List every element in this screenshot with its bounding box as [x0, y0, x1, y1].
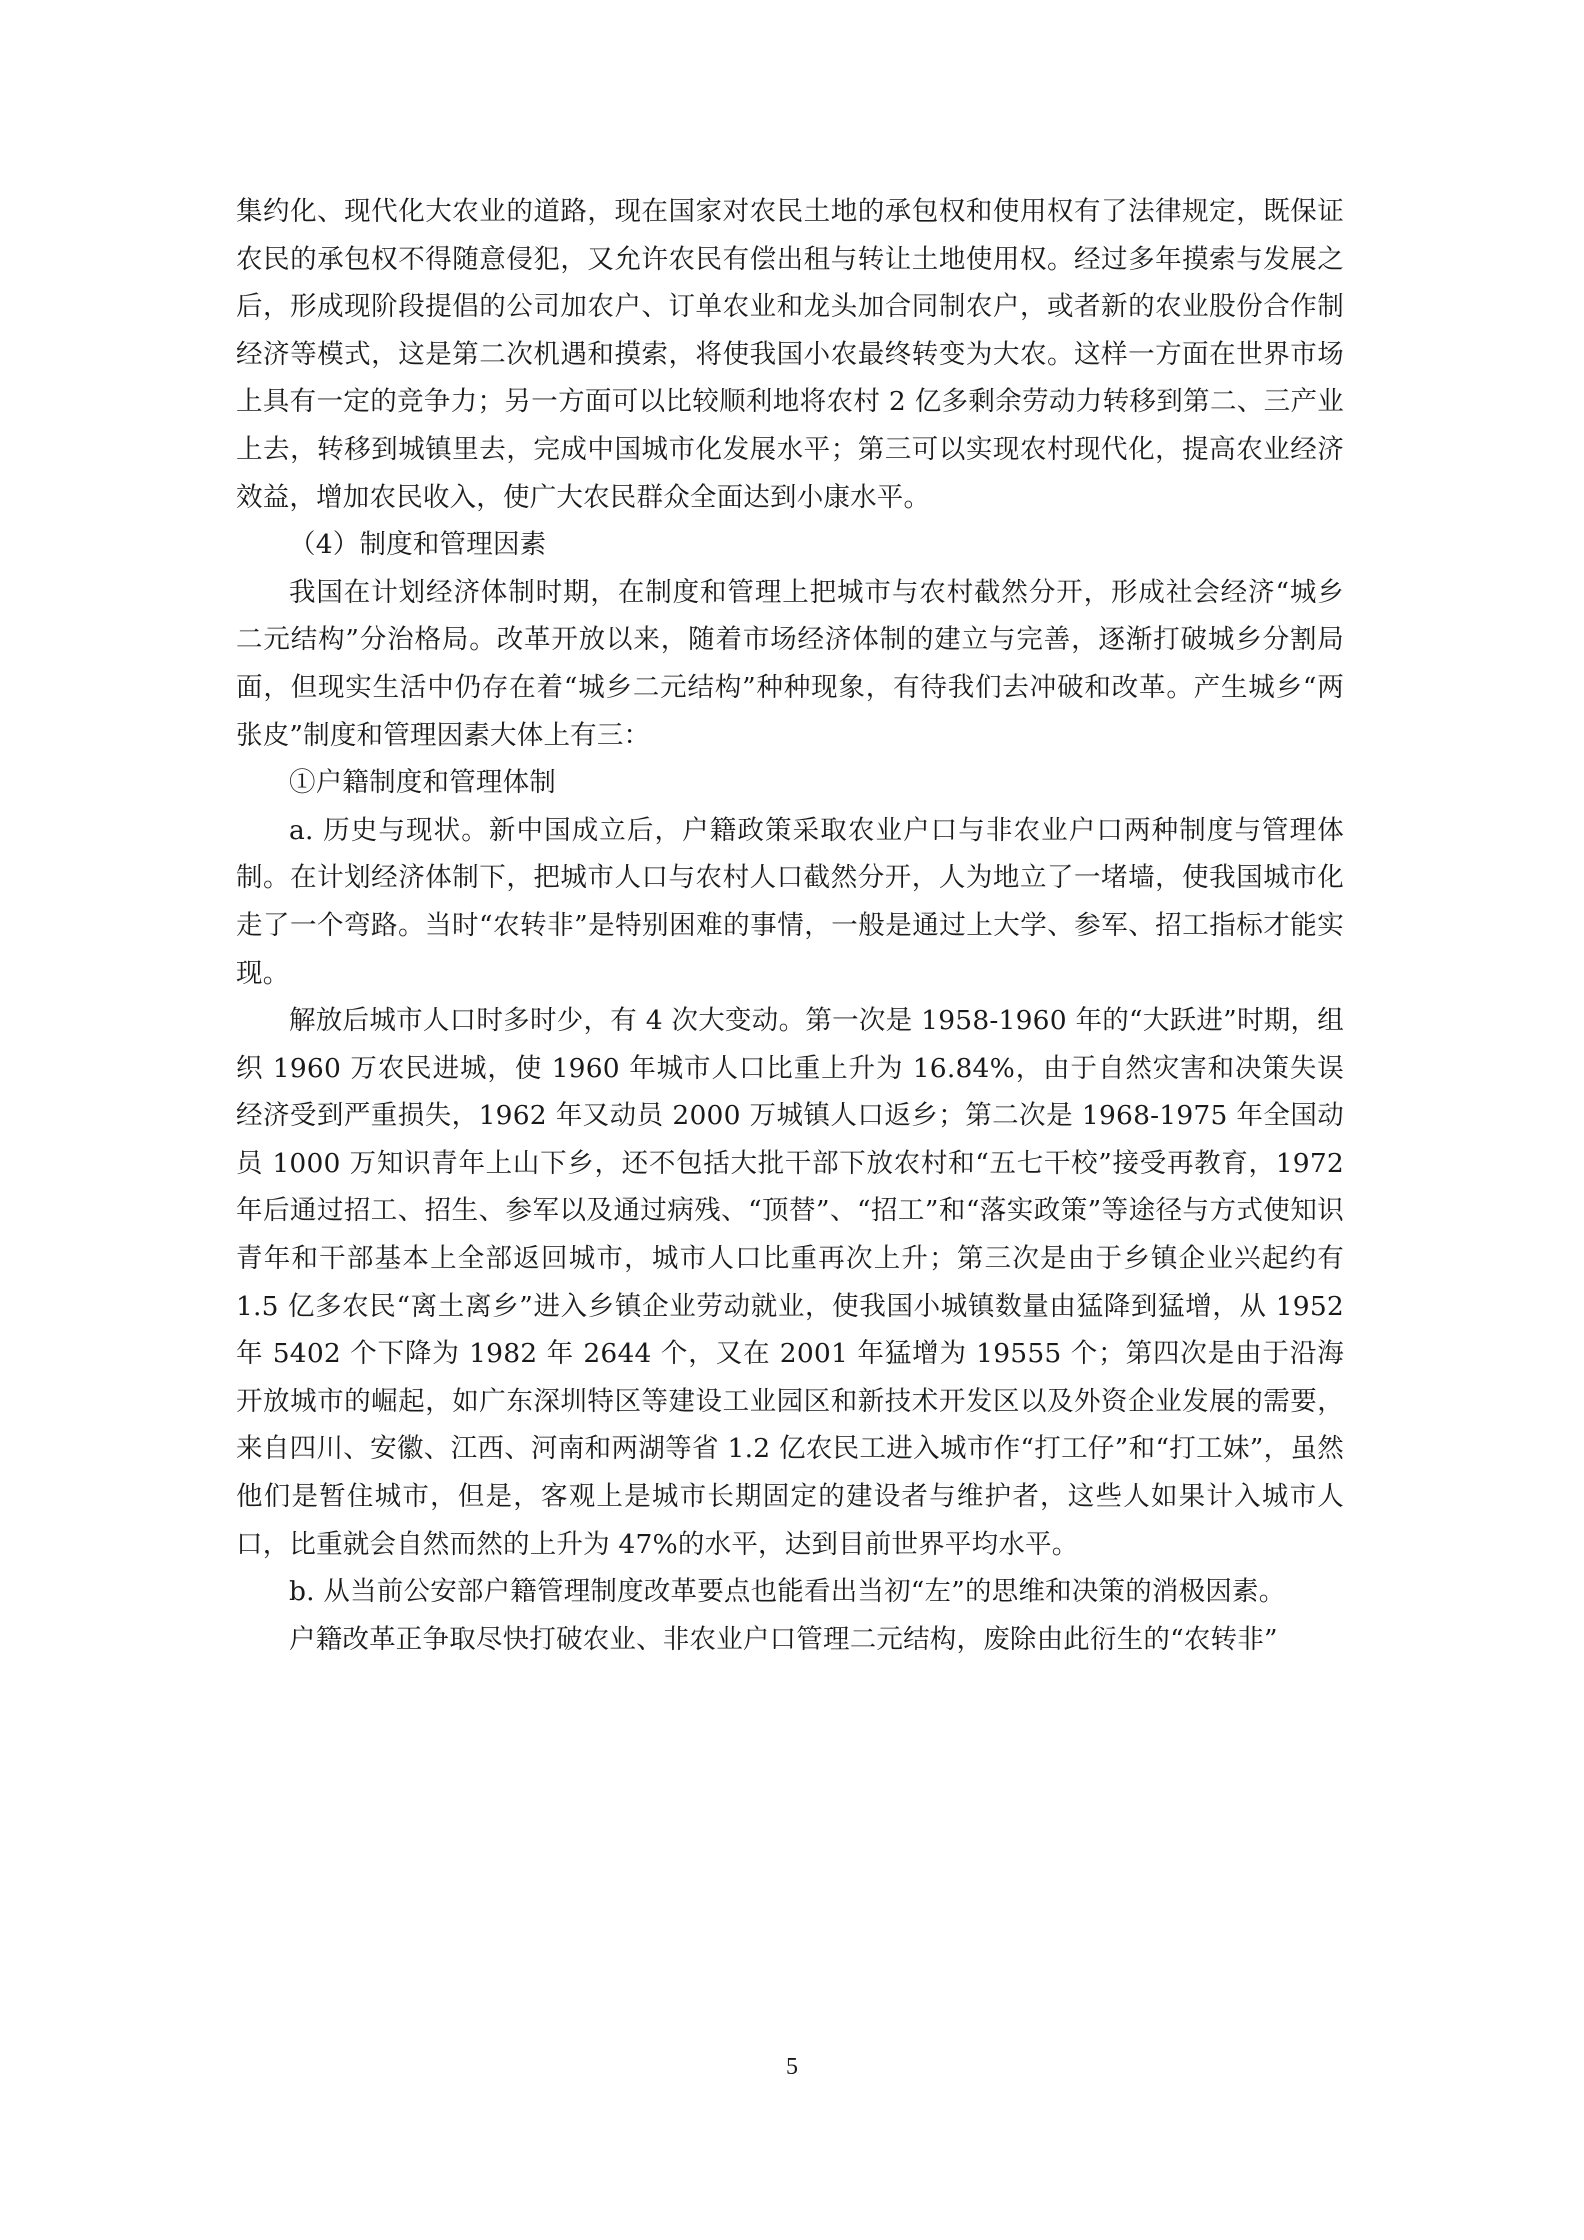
- paragraph-1: 集约化、现代化大农业的道路，现在国家对农民土地的承包权和使用权有了法律规定，既保证农民的承包权不得随意侵犯，又允许农民有偿出租与转让土地使用权。经过多年摸索与发展之后，形成现阶段提倡的公司加农户、订单农业和龙头加合同制农户，或者新的农业股份合作制经济等模式，这是第二次机遇和摸索，将使我国小农最终转变为大农。这样一方面在世界市场上具有一定的竞争力；另一方面可以比较顺利地将农村 2 亿多剩余劳动力转移到第二、三产业上去，转移到城镇里去，完成中国城市化发展水平；第三可以实现农村现代化，提高农业经济效益，增加农民收入，使广大农民群众全面达到小康水平。: [236, 196, 1344, 513]
- paragraph-reform-continued: 户籍改革正争取尽快打破农业、非农业户口管理二元结构，废除由此衍生的“农转非”: [289, 1623, 1278, 1655]
- body-text: [236, 188, 1344, 1663]
- paragraph-reform-points: b. 从当前公安部户籍管理制度改革要点也能看出当初“左”的思维和决策的消极因素。: [289, 1576, 1286, 1608]
- section-heading: （4）制度和管理因素: [289, 529, 547, 561]
- paragraph-population-changes: 解放后城市人口时多时少，有 4 次大变动。第一次是 1958-1960 年的“大跃进”时期，组织 1960 万农民进城，使 1960 年城市人口比重上升为 16.84%，由于自然灾害和决策失误经济受到严重损失，1962 年又动员 2000 万城镇人口返乡；第二次是 1968-1975 年全国动员 1000 万知识青年上山下乡，还不包括大批干部下放农村和“五七干校”接受再教育，1972 年后通过招工、招生、参军以及通过病残、“顶替”、“招工”和“落实政策”等途径与方式使知识青年和干部基本上全部返回城市，城市人口比重再次上升；第三次是由于乡镇企业兴起约有 1.5 亿多农民“离土离乡”进入乡镇企业劳动就业，使我国小城镇数量由猛降到猛增，从 1952 年 5402 个下降为 1982 年 2644 个，又在 2001 年猛增为 19555 个；第四次是由于沿海开放城市的崛起，如广东深圳特区等建设工业园区和新技术开发区以及外资企业发展的需要，来自四川、安徽、江西、河南和两湖等省 1.2 亿农民工进入城市作“打工仔”和“打工妹”，虽然他们是暂住城市，但是，客观上是城市长期固定的建设者与维护者，这些人如果计入城市人口，比重就会自然而然的上升为 47%的水平，达到目前世界平均水平。: [236, 1005, 1344, 1560]
- paragraph-2: 我国在计划经济体制时期，在制度和管理上把城市与农村截然分开，形成社会经济“城乡二元结构”分治格局。改革开放以来，随着市场经济体制的建立与完善，逐渐打破城乡分割局面，但现实生活中仍存在着“城乡二元结构”种种现象，有待我们去冲破和改革。产生城乡“两张皮”制度和管理因素大体上有三：: [236, 576, 1344, 751]
- paragraph-history: a. 历史与现状。新中国成立后，户籍政策采取农业户口与非农业户口两种制度与管理体制。在计划经济体制下，把城市人口与农村人口截然分开，人为地立了一堵墙，使我国城市化走了一个弯路。当时“农转非”是特别困难的事情，一般是通过上大学、参军、招工指标才能实现。: [236, 814, 1344, 989]
- subsection-heading: ①户籍制度和管理体制: [289, 767, 556, 799]
- page-number: 5: [786, 2054, 798, 2080]
